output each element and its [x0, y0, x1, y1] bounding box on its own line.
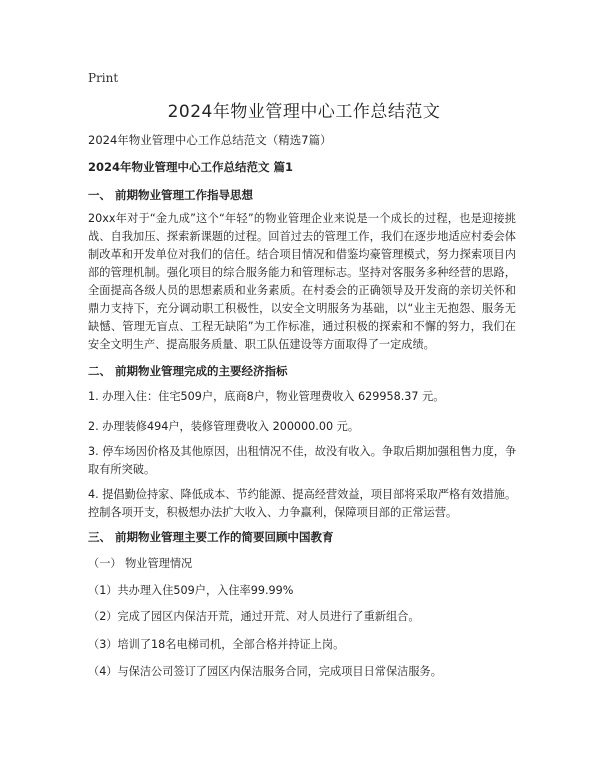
article-title: 2024年物业管理中心工作总结范文 篇1 — [88, 160, 294, 174]
economic-indicator-item: 1. 办理入住：住宅509户，底商8户，物业管理费收入 629958.37 元。 — [88, 390, 445, 403]
economic-indicator-item: 2. 办理装修494户，装修管理费收入 200000.00 元。 — [88, 420, 360, 433]
economic-indicator-item: 3. 停车场因价格及其他原因，出租情况不佳，故没有收入。争取后期加强租售力度，争取有所突破。 — [88, 445, 517, 476]
work-review-item: （3）培训了18名电梯司机，全部合格并持证上岗。 — [88, 638, 345, 651]
section-heading-3: 三、 前期物业管理主要工作的简要回顾中国教育 — [88, 530, 334, 544]
document-title: 2024年物业管理中心工作总结范文 — [167, 102, 441, 122]
economic-indicator-item: 4. 提倡勤俭持家、降低成本、节约能源、提高经营效益，项目部将采取严格有效措施。控制各项开支，积极想办法扩大收入、力争赢利，保障项目部的正常运营。 — [88, 488, 517, 519]
print-link[interactable]: Print — [88, 71, 119, 85]
work-review-item: （1）共办理入住509户，入住率99.99% — [88, 584, 294, 597]
section-1-paragraph: 20xx年对于“金九成”这个“年轻”的物业管理企业来说是一个成长的过程，也是迎接挑战、自我加压、探索新课题的过程。回首过去的管理工作，我们在逐步地适应村委会体制改革和开发单位对我们的信任。结合项目情况和借鉴均豪管理模式，努力探索项目内部的管理机制。强化项目的综合服务能力和管理标志。坚持对客服务多种经营的思路，全面提高各级人员的思想素质和业务素质。在村委会的正确领导及开发商的亲切关怀和鼎力支持下，充分调动职工积极性，以安全文明服务为基础，以“业主无抱怨、服务无缺憾、管理无盲点、工程无缺陷”为工作标准，通过积极的探索和不懈的努力，我们在安全文明生产、提高服务质量、职工队伍建设等方面取得了一定成绩。 — [88, 212, 516, 351]
work-review-item: （2）完成了园区内保洁开荒，通过开荒、对人员进行了重新组合。 — [88, 610, 420, 623]
work-review-item: （4）与保洁公司签订了园区内保洁服务合同，完成项目日常保洁服务。 — [88, 665, 442, 678]
document-subtitle: 2024年物业管理中心工作总结范文（精选7篇） — [88, 133, 332, 147]
section-heading-2: 二、 前期物业管理完成的主要经济指标 — [88, 364, 288, 378]
section-heading-1: 一、 前期物业管理工作指导思想 — [88, 188, 254, 202]
work-review-item: （一） 物业管理情况 — [88, 557, 193, 570]
